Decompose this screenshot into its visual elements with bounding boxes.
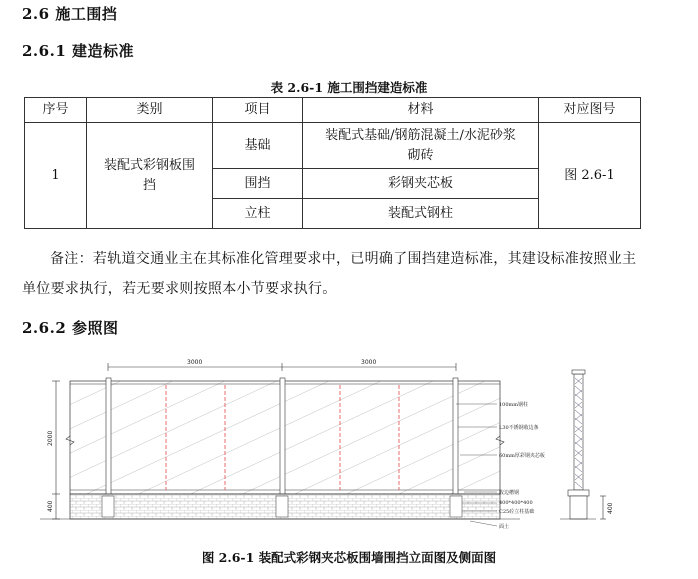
label-soil: 面土 — [499, 524, 510, 530]
header-figref: 对应图号 — [539, 98, 641, 123]
label-trim-strip: L30不锈钢收边条 — [499, 425, 539, 431]
header-seq: 序号 — [25, 98, 87, 123]
cell-figref: 图 2.6-1 — [539, 123, 641, 229]
section-heading-2-6-2: 2.6.2 参照图 — [22, 319, 119, 337]
fence-panels — [66, 378, 504, 494]
header-category: 类别 — [87, 98, 213, 123]
left-dimension — [47, 381, 60, 519]
note-paragraph: 备注：若轨道交通业主在其标准化管理要求中，已明确了围挡建造标准，其建设标准按照业主单位要求执行，若无要求则按照本小节要求执行。 — [22, 251, 637, 297]
cell-item: 立柱 — [213, 199, 303, 229]
label-size: 400*400*400 — [499, 500, 533, 506]
table-caption: 表 2.6-1 施工围挡建造标准 — [270, 80, 428, 95]
cell-item: 围挡 — [213, 169, 303, 199]
header-material: 材料 — [303, 98, 539, 123]
label-sandwich-panel: 60mm厚彩钢夹芯板 — [499, 453, 545, 459]
dim-base: 400 — [47, 500, 54, 512]
cell-category: 装配式彩钢板围挡 — [87, 123, 213, 229]
cell-item: 基础 — [213, 123, 303, 169]
cell-material: 彩钢夹芯板 — [303, 169, 539, 199]
fence-base — [40, 494, 520, 519]
label-foundation: C25砼立柱基础 — [499, 509, 535, 515]
top-dimension — [108, 359, 456, 371]
figure-caption: 图 2.6-1 装配式彩钢夹芯板围墙围挡立面图及侧面图 — [201, 550, 497, 565]
cell-seq: 1 — [25, 123, 87, 229]
section-heading-2-6: 2.6 施工围挡 — [22, 5, 118, 23]
side-view — [560, 370, 614, 519]
label-channel: 收边槽钢 — [499, 490, 520, 496]
dim-span-2: 3000 — [361, 359, 377, 366]
dim-height: 2000 — [47, 430, 54, 446]
header-item: 项目 — [213, 98, 303, 123]
cell-material: 装配式基础/钢筋混凝土/水泥砂浆砌砖 — [303, 123, 539, 169]
cell-material: 装配式钢柱 — [303, 199, 539, 229]
dim-side-base: 400 — [607, 502, 614, 514]
dim-span-1: 3000 — [187, 359, 203, 366]
section-heading-2-6-1: 2.6.1 建造标准 — [22, 42, 134, 60]
label-steel-post: 100mm钢柱 — [499, 402, 529, 408]
